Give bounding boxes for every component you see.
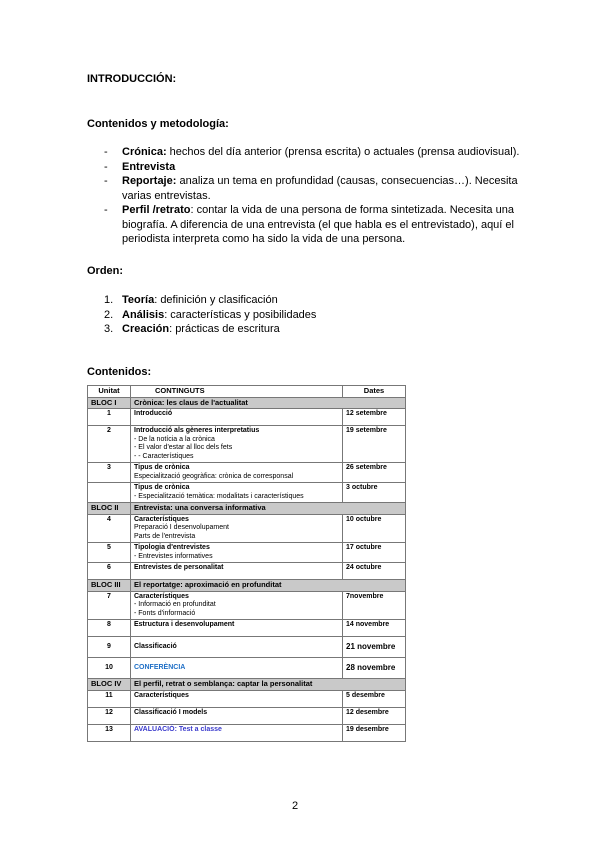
- content-title: Classificació I models: [134, 708, 208, 716]
- table-row: [88, 409, 406, 426]
- unit-cell: 1: [88, 409, 131, 426]
- date-cell: 3 octubre: [343, 483, 406, 503]
- order-item: 3. Creación: prácticas de escritura: [104, 323, 280, 335]
- unit-cell: 11: [88, 690, 131, 707]
- content-subitem: Preparació I desenvolupament: [134, 524, 229, 531]
- table-row: [88, 563, 406, 580]
- content-subitem: - - Característiques: [134, 452, 194, 460]
- content-cell: [131, 463, 343, 483]
- table-header-row: [88, 386, 406, 398]
- content-title: Estructura i desenvolupament: [134, 621, 235, 628]
- unit-cell: 8: [88, 620, 131, 637]
- date-cell: 17 octubre: [343, 543, 406, 563]
- table-heading: Contenidos:: [87, 366, 152, 378]
- date-cell: 12 desembre: [343, 707, 406, 724]
- order-item: 2. Análisis: características y posibilidades: [104, 308, 317, 321]
- unit-cell: 3: [88, 463, 131, 483]
- content-title: Característiques: [134, 691, 189, 699]
- table-row: [88, 620, 406, 637]
- content-title: Classificació: [134, 642, 177, 650]
- unit-cell: 13: [88, 724, 131, 741]
- content-cell: [131, 658, 343, 679]
- table-row: [88, 637, 406, 658]
- order-item: 1. Teoría: definición y clasificación: [104, 294, 278, 306]
- date-cell: 21 novembre: [343, 637, 406, 658]
- content-cell: [131, 426, 343, 463]
- content-subitem: - De la notícia a la crònica: [134, 435, 215, 443]
- content-title: Entrevistes de personalitat: [134, 564, 224, 571]
- bloc-row: [88, 580, 406, 592]
- schedule-table: [87, 385, 406, 742]
- unit-cell: 12: [88, 707, 131, 724]
- table-body: [88, 397, 406, 741]
- date-cell: 28 novembre: [343, 658, 406, 679]
- content-subitem: - El valor d'estar al lloc dels fets: [134, 444, 233, 451]
- content-subitem: - Entrevistes informatives: [134, 552, 213, 560]
- order-list: [104, 293, 316, 337]
- unit-cell: 2: [88, 426, 131, 463]
- unit-cell: [88, 483, 131, 503]
- content-cell: [131, 707, 343, 724]
- bloc-title: Crònica: les claus de l'actualitat: [131, 397, 406, 409]
- genre-list: [104, 145, 524, 247]
- bloc-label: BLOC IV: [88, 679, 131, 691]
- content-subitem: - Especialització temàtica: modalitats i característiques: [134, 492, 304, 500]
- table-row: [88, 483, 406, 503]
- table-row: [88, 463, 406, 483]
- bloc-row: [88, 503, 406, 515]
- content-cell: [131, 514, 343, 543]
- genre-item: - Perfil /retrato: contar la vida de una persona de forma sintetizada. Necesita una biografía. A diferencia de una entrevista (el que habla es el entrevistado), aquí el periodista interpreta como ha sido la vida de una persona.: [104, 203, 524, 247]
- header-unit: Unitat: [88, 386, 131, 398]
- content-cell: [131, 591, 343, 620]
- bloc-label: BLOC II: [88, 503, 131, 515]
- bloc-label: BLOC I: [88, 397, 131, 409]
- bloc-row: [88, 397, 406, 409]
- content-title: Introducció als gèneres interpretatius: [134, 427, 260, 434]
- table-row: [88, 658, 406, 679]
- unit-cell: 7: [88, 591, 131, 620]
- date-cell: 24 octubre: [343, 563, 406, 580]
- page-number: 2: [292, 800, 299, 812]
- bloc-title: El reportatge: aproximació en profunditat: [131, 580, 406, 592]
- content-title: Introducció: [134, 410, 173, 417]
- content-cell: [131, 409, 343, 426]
- date-cell: 14 novembre: [343, 620, 406, 637]
- content-subitem: Especialització geogràfica: crònica de corresponsal: [134, 472, 294, 480]
- content-title: Tipus de crònica: [134, 484, 190, 491]
- content-subitem: - Informació en profunditat: [134, 601, 216, 608]
- bloc-title: Entrevista: una conversa informativa: [131, 503, 406, 515]
- table-row: [88, 591, 406, 620]
- unit-cell: 6: [88, 563, 131, 580]
- unit-cell: 5: [88, 543, 131, 563]
- date-cell: 26 setembre: [343, 463, 406, 483]
- table-row: [88, 724, 406, 741]
- content-title: Tipologia d'entrevistes: [134, 544, 210, 551]
- table-row: [88, 707, 406, 724]
- date-cell: 19 setembre: [343, 426, 406, 463]
- contents-heading: Contenidos y metodología:: [87, 118, 229, 130]
- date-cell: 10 octubre: [343, 514, 406, 543]
- page-heading: INTRODUCCIÓN:: [87, 73, 177, 85]
- content-title: Característiques: [134, 515, 189, 523]
- content-cell: [131, 724, 343, 741]
- content-title: AVALUACIÓ: Test a classe: [134, 725, 222, 733]
- bloc-row: [88, 679, 406, 691]
- unit-cell: 4: [88, 514, 131, 543]
- content-title: CONFERÈNCIA: [134, 663, 186, 671]
- content-cell: [131, 637, 343, 658]
- content-cell: [131, 543, 343, 563]
- content-cell: [131, 483, 343, 503]
- unit-cell: 10: [88, 658, 131, 679]
- genre-item: - Entrevista: [104, 160, 524, 175]
- bloc-label: BLOC III: [88, 580, 131, 592]
- table-row: [88, 543, 406, 563]
- content-subitem: - Fonts d'informació: [134, 609, 196, 617]
- date-cell: 12 setembre: [343, 409, 406, 426]
- date-cell: 7novembre: [343, 591, 406, 620]
- table-row: [88, 514, 406, 543]
- content-cell: [131, 563, 343, 580]
- genre-item: - Crónica: hechos del día anterior (prensa escrita) o actuales (prensa audiovisual).: [104, 145, 524, 160]
- content-cell: [131, 620, 343, 637]
- unit-cell: 9: [88, 637, 131, 658]
- header-dates: Dates: [343, 386, 406, 398]
- content-cell: [131, 690, 343, 707]
- bloc-title: El perfil, retrat o semblança: captar la personalitat: [131, 679, 406, 691]
- content-title: Tipus de crònica: [134, 464, 190, 471]
- order-heading: Orden:: [87, 265, 124, 277]
- genre-item: - Reportaje: analiza un tema en profundidad (causas, consecuencias…). Necesita varias entrevistas.: [104, 174, 524, 203]
- date-cell: 5 desembre: [343, 690, 406, 707]
- table-row: [88, 690, 406, 707]
- content-subitem: Parts de l'entrevista: [134, 532, 196, 540]
- content-title: Característiques: [134, 592, 189, 600]
- header-contents: CONTINGUTS: [131, 386, 343, 398]
- table-row: [88, 426, 406, 463]
- date-cell: 19 desembre: [343, 724, 406, 741]
